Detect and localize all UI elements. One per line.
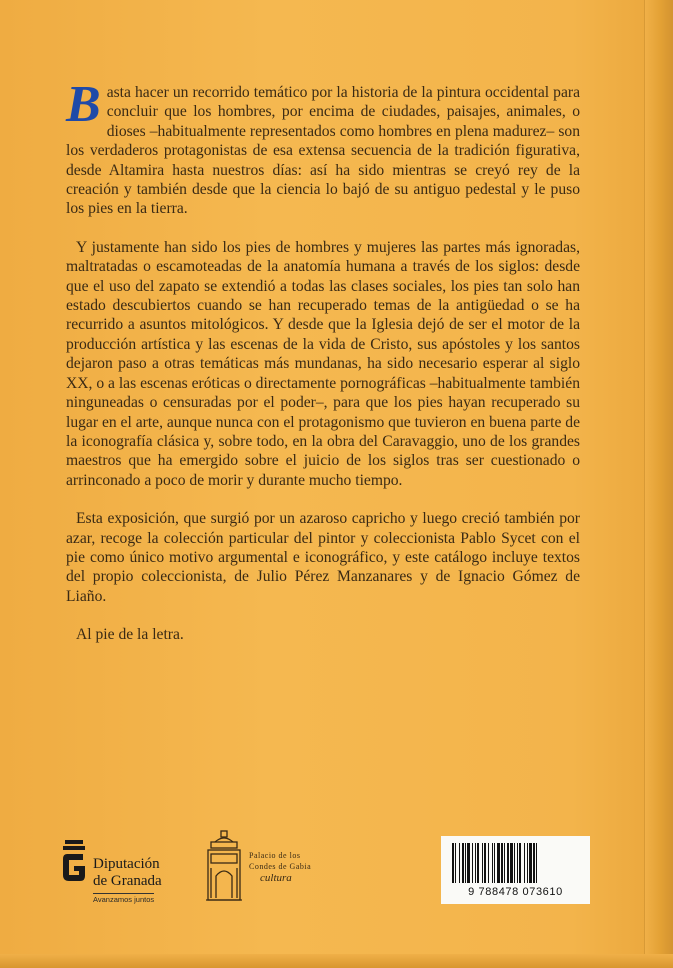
palacio-building-icon xyxy=(205,830,243,902)
diputacion-name-line1: Diputación xyxy=(93,856,160,872)
barcode-bar xyxy=(488,843,489,883)
barcode-bar xyxy=(484,843,486,883)
barcode-bar xyxy=(497,843,500,883)
palacio-cultura: cultura xyxy=(260,872,292,884)
barcode-bar xyxy=(452,843,454,883)
palacio-name-line1: Palacio de los xyxy=(249,851,301,860)
diputacion-g-icon xyxy=(62,840,86,882)
barcode-bar xyxy=(467,843,470,883)
palacio-logo xyxy=(205,830,365,920)
diputacion-logo xyxy=(62,840,202,910)
diputacion-name-line2: de Granada xyxy=(93,873,162,889)
barcode-bar xyxy=(455,843,456,883)
isbn-number: 9 788478 073610 xyxy=(468,886,563,898)
barcode-bar xyxy=(494,843,495,883)
barcode-bar xyxy=(462,843,464,883)
barcode-bar xyxy=(475,843,476,883)
paragraph-3: Esta exposición, que surgió por un azaroso capricho y luego creció también por azar, recoge la colección particular del pintor y coleccionista Pablo Sycet con el pie como único motivo argumental e iconográfico, y este catálogo incluye textos del propio coleccionista, de Julio Pérez Manzanares y de Ignacio Gómez de Liaño. xyxy=(66,510,580,605)
barcode-bar xyxy=(510,843,513,883)
barcode-bar xyxy=(504,843,505,883)
barcode-bar xyxy=(472,843,473,883)
palacio-name-line2: Condes de Gabia xyxy=(249,862,312,871)
barcode-bar xyxy=(477,843,479,883)
barcode-bar xyxy=(536,843,537,883)
barcode-bar xyxy=(501,843,503,883)
barcode-bar xyxy=(519,843,521,883)
body-text xyxy=(66,76,580,664)
barcode-bar xyxy=(514,843,515,883)
paragraph-4: Al pie de la letra. xyxy=(76,626,184,644)
cover-edge xyxy=(644,0,673,968)
barcode-bar xyxy=(527,843,528,883)
drop-cap: B xyxy=(66,76,101,133)
paragraph-2: Y justamente han sido los pies de hombres y mujeres las partes más ignoradas, maltratadas o escamoteadas de la anatomía humana a través de los siglos: desde que el uso del zapato se extendió a todas las clases sociales, los pies tan solo han estado descubiertos cuando se han recuperado temas de la antigüedad o se ha recurrido a asuntos mitológicos. Y desde que la Iglesia dejó de ser el motor de la producción artística y las escenas de la vida de Cristo, sus apóstoles y los santos dejaron paso a otras temáticas más mundanas, ha sido necesario esperar al siglo XX, o a las escenas eróticas o directamente pornográficas –habitualmente también ninguneadas o censuradas por el poder–, para que los pies hayan recuperado su lugar en el arte, aunque nunca con el protagonismo que tuvieron en buena parte de la iconografía clásica y, sobre todo, en la obra del Caravaggio, uno de los grandes maestros que ha emergido sobre el juicio de los siglos tras ser cuestionado o arrinconado a poco de morir y durante mucho tiempo. xyxy=(66,238,580,489)
barcode-bar xyxy=(517,843,518,883)
footer-logos xyxy=(0,830,673,940)
barcode-bar xyxy=(492,843,493,883)
paragraph-1-text: asta hacer un recorrido temático por la historia de la pintura occidental para concluir que los hombres, por encima de ciudades, paisajes, animales, o dioses –habitualmente representados como hombres en plena madurez– son los verdaderos protagonistas de esa extensa secuencia de la tradición figurativa, desde Altamira hasta nuestros días: así ha sido mientras se creyó rey de la creación y también desde que la ciencia lo bajó de su antiguo pedestal y le puso los pies en la tierra. xyxy=(66,84,580,218)
diputacion-slogan: Avanzamos juntos xyxy=(93,895,155,904)
barcode-bar xyxy=(465,843,466,883)
paragraph-1 xyxy=(66,76,580,219)
barcode-bar xyxy=(529,843,532,883)
barcode-bar xyxy=(507,843,509,883)
barcode-bar xyxy=(524,843,525,883)
barcode-bar xyxy=(459,843,460,883)
barcode-bar xyxy=(533,843,535,883)
barcode-bar xyxy=(482,843,483,883)
cover-bottom-edge xyxy=(0,954,673,968)
barcode-bars xyxy=(448,843,583,883)
isbn-barcode xyxy=(441,836,590,904)
